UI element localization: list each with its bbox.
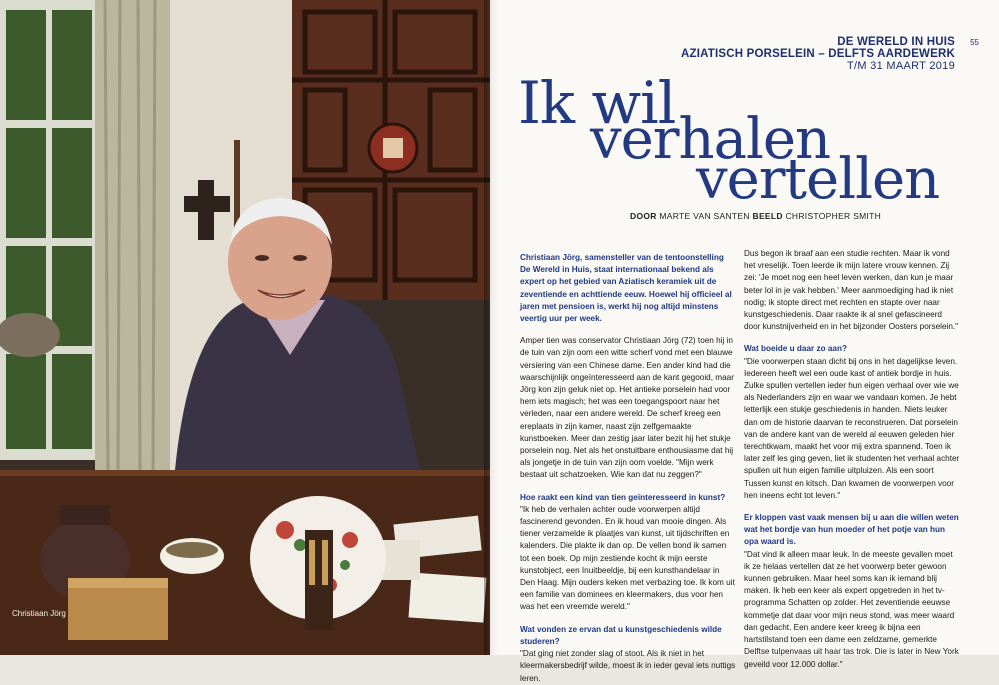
byline bbox=[630, 211, 881, 221]
kicker-exhibition: DE WERELD IN HUIS bbox=[837, 36, 955, 48]
article-column-right bbox=[744, 248, 960, 671]
article-intro: Christiaan Jörg, samensteller van de tentoonstelling De Wereld in Huis, staat internationaal bekend als expert op het gebied van Aziatisch keramiek uit de zeventiende en achttiende eeuw. Hoewel hij officieel al jaren met pensioen is, werkt hij nog altijd minstens veertig uur per week. bbox=[520, 253, 732, 324]
byline-author: MARTE VAN SANTEN bbox=[659, 211, 750, 221]
headline-line-2: verhalen bbox=[590, 107, 831, 172]
interview-question: Wat boeide u daar zo aan? bbox=[744, 344, 847, 354]
left-page-photo bbox=[0, 0, 490, 655]
interview-answer: Dus begon ik braaf aan een studie rechten. Maar ik vond het vreselijk. Toen leerde ik mijn latere vrouw kennen. Zij zei: 'Je moet nog een heel leven werken, dan kun je maar beter lol in je vak hebben.' Meer aanmoediging had ik niet nodig; ik stopte direct met rechten en stapte over naar kunstgeschiedenis. Daar raakte ik al snel gefascineerd door kunstnijverheid en in het bijzonder Oosters porselein." bbox=[744, 249, 959, 332]
article-column-left bbox=[520, 252, 736, 685]
interview-answer: "Die voorwerpen staan dicht bij ons in het dagelijkse leven. Iedereen heeft wel een oude kast of antiek bordje in huis. Zulke spullen vertellen ieder hun eigen verhaal over wie we als Nederlanders zijn en waar we vandaan komen. Je hebt letterlijk een stukje geschiedenis in handen. Niets leuker dan om de historie daarvan te reconstrueren. Dat porselein van de andere kant van de wereld al eeuwen geleden hier terechtkwam, maakt het voor mij extra spannend. Toen ik later zelf les ging geven, liet ik studenten het verhaal achter spullen uit hun eigen familie uitpluizen. Als een soort Tussen kunst en kitsch. Dan kwamen de voorwerpen voor hen ineens echt tot leven." bbox=[744, 356, 960, 500]
page-number: 55 bbox=[970, 38, 979, 47]
interview-question: Wat vonden ze ervan dat u kunstgeschiedenis wilde studeren? bbox=[520, 624, 722, 646]
kicker-date: T/M 31 MAART 2019 bbox=[846, 60, 955, 72]
interview-question: Hoe raakt een kind van tien geïnteresseerd in kunst? bbox=[520, 492, 726, 502]
right-page-article bbox=[490, 0, 999, 683]
interview-answer: "Dat vind ik alleen maar leuk. In de meeste gevallen moet ik ze helaas vertellen dat ze het voorwerp beter gewoon kunnen gebruiken. Maar heel soms kan ik iemand blij maken. Ik heb een keer als expert opgetreden in het tv-programma Schatten op zolder. Het zeventiende eeuwse kommetje dat daar voor mijn neus stond, was meer waard dan gedacht. Een andere keer kreeg ik bijna een hartstilstand toen een dame een zeldzame, gemerkte Delftse tulpenvaas uit haar tas trok. Die is later in New York geveild voor 12.000 dollar." bbox=[744, 549, 959, 669]
headline-line-1: Ik wil bbox=[518, 69, 676, 137]
portrait-photo bbox=[0, 0, 490, 655]
headline-line-3: vertellen bbox=[696, 147, 940, 212]
byline-label-photo: BEELD bbox=[752, 211, 783, 221]
byline-label-author: DOOR bbox=[630, 211, 657, 221]
article-paragraph: Amper tien was conservator Christiaan Jörg (72) toen hij in de tuin van zijn oom een witte scherf vond met een blauwe versiering van een Chinese dame. Een ander kind had die waarschijnlijk ongeïnteresseerd aan de kant gegooid, maar Jörg kon zijn geluk niet op. Het antieke porselein had voor hem iets magisch; het was een toegangspoort naar het verleden, naar een andere wereld. De scherf kreeg een ereplaats in zijn kamer, naast zijn zelfgemaakte kunstboeken. Meer dan zestig jaar later bezit hij het stukje porselein nog. Net als het onstuitbare enthousiasme dat hij als jongetje in de tuin van zijn oom voelde. "Mijn werk bestaat uit schatzoeken. Wie kan dat nu zeggen?" bbox=[520, 336, 734, 480]
kicker-subtitle: AZIATISCH PORSELEIN – DELFTS AARDEWERK bbox=[680, 48, 955, 60]
interview-question: Er kloppen vast vaak mensen bij u aan die willen weten wat het bordje van hun moeder of het potje van hun opa waard is. bbox=[744, 513, 959, 547]
byline-photographer: CHRISTOPHER SMITH bbox=[785, 211, 882, 221]
interview-answer: "Ik heb de verhalen achter oude voorwerpen altijd fascinerend gevonden. En ik houd van mooie dingen. Als tiener verzamelde ik plaatjes van kunst, uit tijdschriften en kalenders. Die plakte ik dan op. De vellen bond ik samen tot een boek. Op mijn zestiende kocht ik mijn eerste kunstobject, een Inuitbeeldje, bij een kunsthandelaar in Den Haag. Mijn ouders keken met verbazing toe. Ik kom uit een familie van dominees en kleermakers, dus voor hen was het een vreemde wereld." bbox=[520, 504, 735, 612]
photo-caption: Christiaan Jörg bbox=[12, 609, 66, 618]
interview-answer: "Dat ging niet zonder slag of stoot. Als ik niet in het kleermakersbedrijf wilde, moest ik in ieder geval iets nuttigs leren. bbox=[520, 649, 736, 683]
section-kicker bbox=[681, 36, 955, 72]
